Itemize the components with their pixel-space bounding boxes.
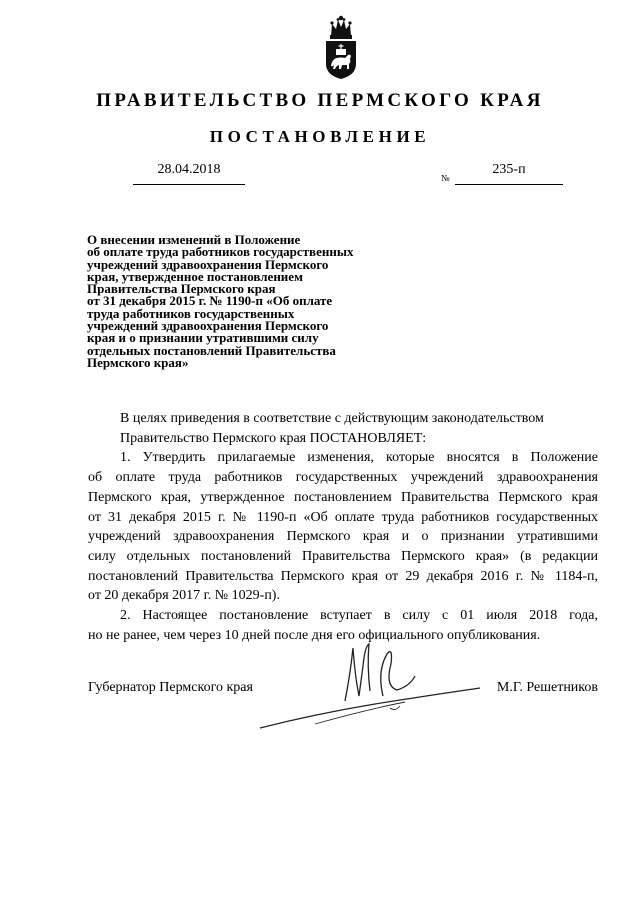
item1-line: от 20 декабря 2017 г. № 1029-п).: [88, 588, 280, 604]
subject-line: учреждений здравоохранения Пермского: [87, 318, 329, 334]
item1-line: учреждений здравоохранения Пермского края и о признании утратившими: [88, 529, 598, 545]
subject-line: от 31 декабря 2015 г. № 1190-п «Об оплате: [87, 293, 333, 309]
item2-line: 2. Настоящее постановление вступает в силу с 01 июля 2018 года,: [120, 608, 598, 624]
signatory-position: Губернатор Пермского края: [88, 680, 253, 695]
number-value: 235-п: [492, 162, 526, 177]
subject-line: об оплате труда работников государственных: [87, 244, 354, 260]
subject-line: Пермского края»: [87, 354, 189, 370]
number-underline: [455, 184, 563, 185]
number-field: [441, 162, 563, 190]
item1-line: Пермского края, утвержденное постановлением Правительства Пермского края: [88, 489, 598, 505]
item1-line: от 31 декабря 2015 г. № 1190-п «Об оплате труда работников государственных: [88, 509, 598, 525]
signatory-name: М.Г. Решетников: [496, 680, 598, 695]
subject-line: учреждений здравоохранения Пермского: [87, 256, 329, 272]
item1-line: постановлений Правительства Пермского края от 29 декабря 2016 г. № 1184-п,: [88, 568, 598, 584]
subject-line: Правительства Пермского края: [87, 281, 276, 297]
document-subject: [87, 234, 407, 369]
government-title: ПРАВИТЕЛЬСТВО ПЕРМСКОГО КРАЯ: [96, 90, 544, 111]
subject-line: О внесении изменений в Положение: [87, 232, 301, 247]
document-type: ПОСТАНОВЛЕНИЕ: [209, 127, 431, 146]
perm-krai-coat-of-arms-icon: [323, 14, 359, 80]
subject-line: труда работников государственных: [87, 305, 295, 321]
item1-line: 1. Утвердить прилагаемые изменения, которые вносятся в Положение: [120, 450, 598, 466]
intro-line: Правительство Пермского края ПОСТАНОВЛЯЕТ:: [120, 430, 427, 446]
handwritten-signature: [255, 636, 485, 736]
item2-line: но не ранее, чем через 10 дней после дня его официального опубликования.: [88, 627, 541, 643]
item1-line: силу отдельных постановлений Правительства Пермского края» (в редакции: [88, 548, 598, 564]
number-sign: №: [441, 173, 450, 183]
subject-line: края и о признании утратившими силу: [87, 330, 319, 346]
date-field: [133, 162, 245, 190]
subject-line: отдельных постановлений Правительства: [87, 342, 336, 358]
subject-line: края, утвержденное постановлением: [87, 268, 303, 284]
intro-line: В целях приведения в соответствие с действующим законодательством: [120, 411, 544, 426]
document-body: [88, 409, 598, 645]
date-value: 28.04.2018: [157, 162, 221, 177]
item1-line: об оплате труда работников государственных учреждений здравоохранения: [88, 470, 598, 486]
date-underline: [133, 184, 245, 185]
